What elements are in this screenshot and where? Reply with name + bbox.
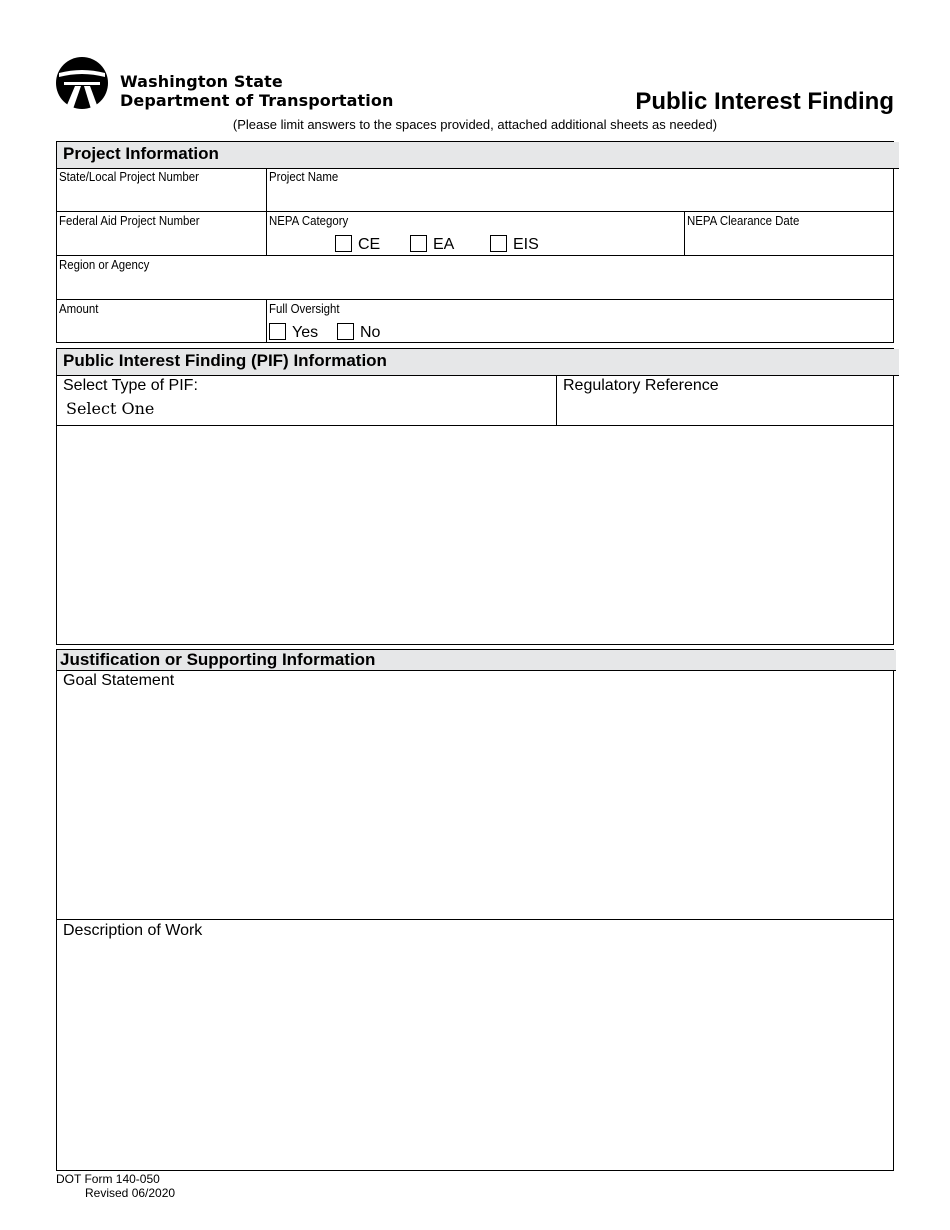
goal-statement-label: Goal Statement	[63, 672, 175, 689]
region-or-agency-field[interactable]	[57, 256, 893, 300]
justification-heading: Justification or Supporting Information	[57, 650, 896, 671]
state-local-project-number-label: State/Local Project Number	[59, 169, 199, 184]
project-name-field[interactable]	[267, 168, 893, 212]
federal-aid-project-number-field[interactable]	[57, 212, 267, 256]
pif-information-section	[56, 348, 894, 645]
goal-statement-field[interactable]	[57, 670, 893, 920]
nepa-clearance-date-field[interactable]	[685, 212, 893, 256]
org-name-line1: Washington State	[120, 72, 283, 91]
justification-section	[56, 649, 894, 1171]
regulatory-reference-label: Regulatory Reference	[563, 377, 719, 394]
region-or-agency-label: Region or Agency	[59, 257, 150, 272]
checkbox-eis[interactable]	[490, 235, 507, 252]
project-name-label: Project Name	[269, 169, 339, 184]
nepa-option-ea[interactable]: EA	[410, 235, 454, 254]
checkbox-ce[interactable]	[335, 235, 352, 252]
amount-field[interactable]	[57, 300, 267, 342]
amount-label: Amount	[59, 301, 99, 316]
full-oversight-label: Full Oversight	[269, 301, 340, 316]
checkbox-ea[interactable]	[410, 235, 427, 252]
instructions: (Please limit answers to the spaces provided, attached additional sheets as needed)	[232, 117, 718, 132]
nepa-option-ce[interactable]: CE	[335, 235, 380, 254]
regulatory-reference-field[interactable]	[557, 375, 893, 426]
nepa-category-field	[267, 212, 685, 256]
oversight-option-no[interactable]: No	[337, 323, 380, 342]
pif-details-textarea[interactable]	[57, 426, 893, 644]
full-oversight-field	[267, 300, 893, 342]
form-number: DOT Form 140-050	[56, 1172, 160, 1186]
state-local-project-number-field[interactable]	[57, 168, 267, 212]
description-of-work-field[interactable]	[57, 920, 893, 1170]
oversight-option-yes[interactable]: Yes	[269, 323, 318, 342]
project-information-heading: Project Information	[57, 142, 899, 169]
nepa-clearance-date-label: NEPA Clearance Date	[687, 213, 800, 228]
pif-type-value[interactable]: Select One	[66, 399, 155, 418]
revised-date: Revised 06/2020	[85, 1186, 176, 1200]
federal-aid-project-number-label: Federal Aid Project Number	[59, 213, 200, 228]
pif-type-select[interactable]	[57, 375, 557, 426]
form-title: Public Interest Finding	[635, 88, 894, 115]
checkbox-no[interactable]	[337, 323, 354, 340]
wsdot-logo	[55, 55, 109, 111]
checkbox-yes[interactable]	[269, 323, 286, 340]
project-information-section	[56, 141, 894, 343]
description-of-work-label: Description of Work	[63, 922, 203, 939]
org-name-line2: Department of Transportation	[120, 91, 394, 110]
pif-type-label: Select Type of PIF:	[63, 377, 198, 394]
pif-information-heading: Public Interest Finding (PIF) Information	[57, 349, 899, 376]
nepa-option-eis[interactable]: EIS	[490, 235, 539, 254]
nepa-category-label: NEPA Category	[269, 213, 349, 228]
